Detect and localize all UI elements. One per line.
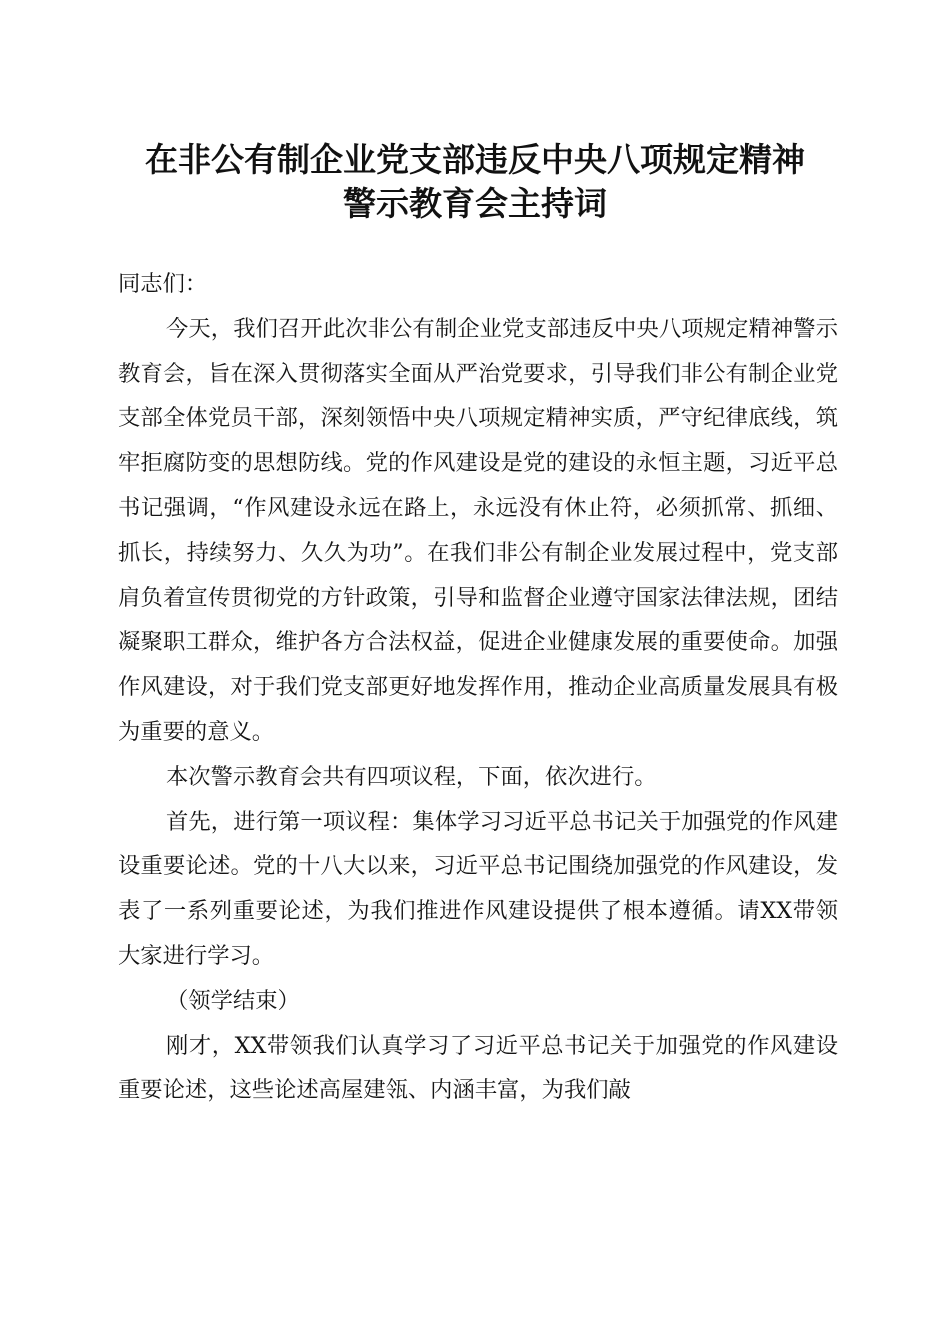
paragraph-summary: 刚才，XX带领我们认真学习了习近平总书记关于加强党的作风建设重要论述，这些论述高屋建瓴、内涵丰富，为我们敲 (118, 1032, 838, 1104)
paragraph-first-item: 首先，进行第一项议程：集体学习习近平总书记关于加强党的作风建设重要论述。党的十八大以来，习近平总书记围绕加强党的作风建设，发表了一系列重要论述，为我们推进作风建设提供了根本遵循。请XX带领大家进行学习。 (118, 808, 838, 969)
paragraph-agenda-intro: 本次警示教育会共有四项议程，下面，依次进行。 (166, 763, 657, 790)
paragraph-study-end-note: （领学结束） (166, 987, 300, 1014)
paragraph-opening: 今天，我们召开此次非公有制企业党支部违反中央八项规定精神警示教育会，旨在深入贯彻落实全面从严治党要求，引导我们非公有制企业党支部全体党员干部，深刻领悟中央八项规定精神实质，严守纪律底线，筑牢拒腐防变的思想防线。党的作风建设是党的建设的永恒主题，习近平总书记强调，“作风建设永远在路上，永远没有休止符，必须抓常、抓细、抓长，持续努力、久久为功”。在我们非公有制企业发展过程中，党支部肩负着宣传贯彻党的方针政策，引导和监督企业遵守国家法律法规，团结凝聚职工群众，维护各方合法权益，促进企业健康发展的重要使命。加强作风建设，对于我们党支部更好地发挥作用，推动企业高质量发展具有极为重要的意义。 (118, 315, 838, 745)
salutation: 同志们： (118, 271, 208, 297)
document-title-line-1: 在非公有制企业党支部违反中央八项规定精神 (145, 140, 805, 179)
document-title-line-2: 警示教育会主持词 (343, 184, 607, 223)
document-body (118, 262, 838, 1113)
